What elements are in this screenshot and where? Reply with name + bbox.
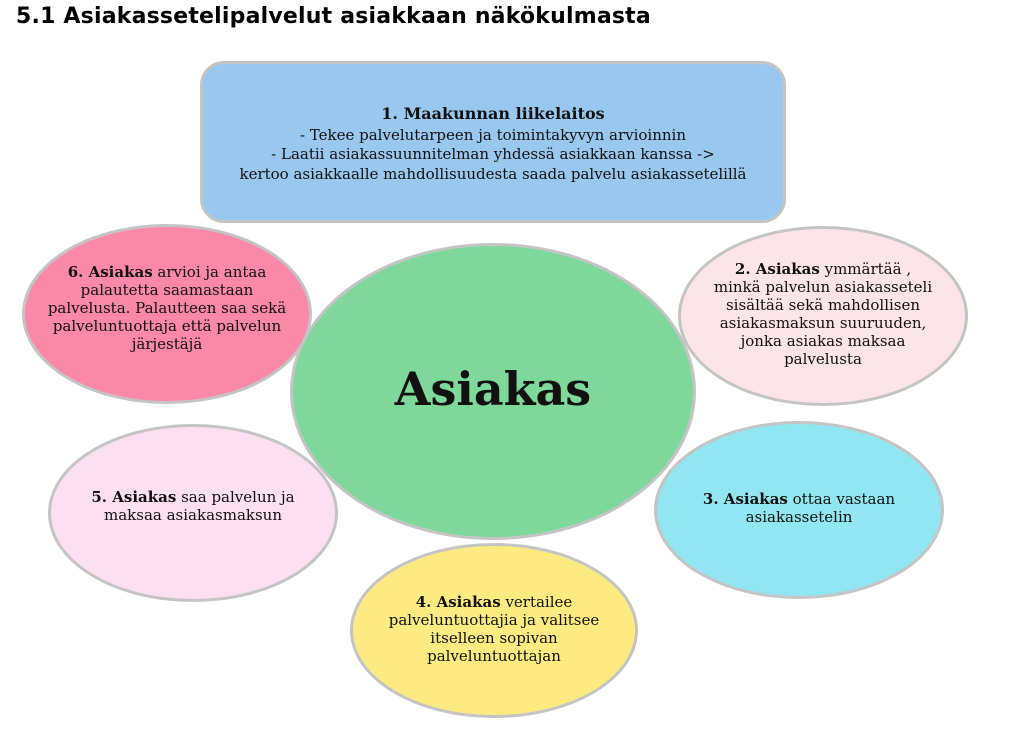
node-step-4-compares-providers xyxy=(350,543,638,718)
node-6-text xyxy=(42,263,292,353)
node-2-rest: ymmärtää , minkä palvelun asiakasseteli sisältää sekä mahdollisen asiakasmaksun suuruuden, jonka asiakas maksaa palvelusta xyxy=(713,260,933,368)
node-3-rest: ottaa vastaan asiakassetelin xyxy=(745,490,896,526)
node-step-3-accepts-voucher xyxy=(654,421,944,599)
node-6-bold: 6. Asiakas xyxy=(67,263,153,281)
node-5-rest: saa palvelun ja maksaa asiakasmaksun xyxy=(104,488,295,524)
node-2-text xyxy=(713,260,933,368)
node-4-bold: 4. Asiakas xyxy=(415,592,501,611)
node-step-6-feedback xyxy=(22,224,312,404)
node-1-line-3: kertoo asiakkaalle mahdollisuudesta saada palvelu asiakassetelillä xyxy=(239,164,747,183)
node-1-line-1: - Tekee palvelutarpeen ja toimintakyvyn arvioinnin xyxy=(299,125,687,144)
page-title: 5.1 Asiakassetelipalvelut asiakkaan näkökulmasta xyxy=(16,4,651,29)
node-2-bold: 2. Asiakas xyxy=(734,260,820,278)
node-step-5-receives-service xyxy=(48,424,338,602)
node-4-text xyxy=(387,593,602,665)
node-1-heading: 1. Maakunnan liikelaitos xyxy=(381,103,605,123)
node-5-text xyxy=(86,488,301,524)
node-4-rest: vertailee palveluntuottajia ja valitsee itselleen sopivan palveluntuottajan xyxy=(388,592,600,665)
node-maakunnan-liikelaitos xyxy=(200,61,786,223)
center-label: Asiakas xyxy=(394,361,592,416)
node-3-text xyxy=(689,490,909,526)
node-step-2-understands xyxy=(678,226,968,406)
node-6-rest: arvioi ja antaa palautetta saamastaan palvelusta. Palautteen saa sekä palveluntuottaja että palvelun järjestäjä xyxy=(47,263,287,353)
node-5-bold: 5. Asiakas xyxy=(91,488,177,506)
node-1-line-2: - Laatii asiakassuunnitelman yhdessä asiakkaan kanssa -> xyxy=(271,145,715,164)
node-1-text xyxy=(239,100,746,184)
node-3-bold: 3. Asiakas xyxy=(702,490,788,508)
node-center-asiakas xyxy=(290,243,696,540)
